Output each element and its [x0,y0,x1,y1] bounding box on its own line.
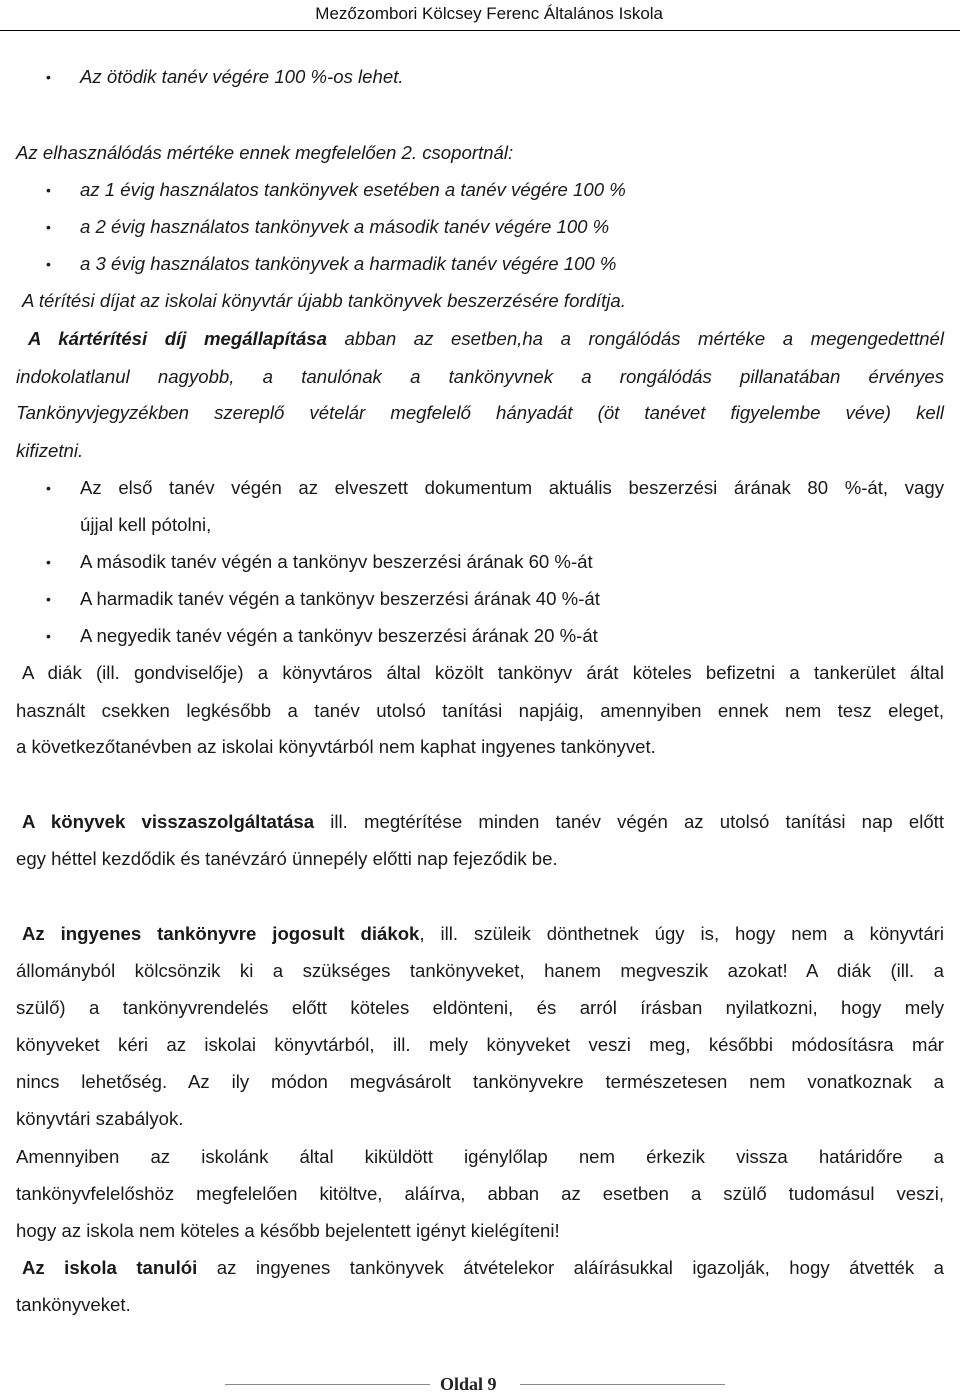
student-pay-line: a következőtanévben az iskolai könyvtárból nem kaphat ingyenes tankönyvet. [16,736,656,757]
students-paragraph-line [22,1257,944,1279]
entitled-paragraph-line: könyveket kéri az iskolai könyvtárból, ill. mely könyveket veszi meg, későbbi módosításra már [16,1034,944,1055]
bullet-icon: • [46,591,51,607]
return-heading: A könyvek visszaszolgáltatása [22,811,315,832]
entitled-heading: Az ingyenes tankönyvre jogosult diákok [22,923,420,944]
page-footer [0,1372,960,1397]
entitled-text: , ill. szüleik dönthetnek úgy is, hogy nem a könyvtári [419,923,944,944]
bullet-icon: • [46,69,51,85]
request-paragraph-line: tankönyvfelelőshöz megfelelően kitöltve, aláírva, abban az esetben a szülő tudomásul veszi, [16,1183,944,1204]
student-pay-line: használt csekken legkésőbb a tanév utolsó tanítási napjáig, amennyiben ennek nem tesz eleget, [16,700,944,721]
request-paragraph-line: hogy az iskola nem köteles a később bejelentett igényt kielégíteni! [16,1220,560,1241]
return-paragraph-line [22,811,944,833]
students-heading: Az iskola tanulói [22,1257,198,1278]
list-item: Az első tanév végén az elveszett dokumentum aktuális beszerzési árának 80 %-át, vagy [80,477,944,498]
list-item: Az ötödik tanév végére 100 %-os lehet. [80,66,404,87]
return-paragraph-line: egy héttel kezdődik és tanévzáró ünnepély előtti nap fejeződik be. [16,848,558,869]
list-item: A harmadik tanév végén a tankönyv beszerzési árának 40 %-át [80,588,600,609]
list-item: A negyedik tanév végén a tankönyv beszerzési árának 20 %-át [80,625,598,646]
bullet-icon: • [46,182,51,198]
list-item: a 3 évig használatos tankönyvek a harmadik tanév végére 100 % [80,253,617,274]
damage-paragraph-line [28,328,944,350]
damage-heading: A kártérítési díj megállapítása [28,328,327,349]
bullet-icon: • [46,628,51,644]
bullet-icon: • [46,480,51,496]
bullet-icon: • [46,256,51,272]
bullet-icon: • [46,219,51,235]
list-item: A második tanév végén a tankönyv beszerzési árának 60 %-át [80,551,593,572]
fee-sentence: A térítési díjat az iskolai könyvtár újabb tankönyvek beszerzésére fordítja. [22,290,626,311]
return-text: ill. megtérítése minden tanév végén az utolsó tanítási nap előtt [314,811,944,832]
page-number: Oldal 9 [440,1374,497,1394]
page-header [0,0,960,31]
footer-rule-right [520,1384,725,1385]
list-item: az 1 évig használatos tankönyvek esetében a tanév végére 100 % [80,179,626,200]
entitled-paragraph-line: könyvtári szabályok. [16,1108,184,1129]
bullet-icon: • [46,554,51,570]
request-paragraph-line: Amennyiben az iskolánk által kiküldött igénylőlap nem érkezik vissza határidőre a [16,1146,944,1167]
entitled-paragraph-line: szülő) a tankönyvrendelés előtt köteles eldönteni, és arról írásban nyilatkozni, hogy mely [16,997,944,1018]
entitled-paragraph-line: nincs lehetőség. Az ily módon megvásárolt tankönyvekre természetesen nem vonatkoznak a [16,1071,944,1092]
students-text: az ingyenes tankönyvek átvételekor aláírásukkal igazolják, hogy átvették a [197,1257,944,1278]
group2-intro: Az elhasználódás mértéke ennek megfelelően 2. csoportnál: [16,142,514,163]
list-item: a 2 évig használatos tankönyvek a második tanév végére 100 % [80,216,610,237]
students-paragraph-line: tankönyveket. [16,1294,131,1315]
school-name-header: Mezőzombori Kölcsey Ferenc Általános Iskola [315,4,663,23]
damage-paragraph-line: indokolatlanul nagyobb, a tanulónak a tankönyvnek a rongálódás pillanatában érvényes [16,366,944,387]
damage-paragraph-line: Tankönyvjegyzékben szereplő vételár megfelelő hányadát (öt tanévet figyelembe véve) kell [16,402,944,423]
footer-rule-left [225,1384,430,1385]
entitled-paragraph-line [22,923,944,945]
student-pay-line: A diák (ill. gondviselője) a könyvtáros által közölt tankönyv árát köteles befizetni a tankerület által [22,662,944,683]
list-item-continuation: újjal kell pótolni, [80,514,212,535]
entitled-paragraph-line: állományból kölcsönzik ki a szükséges tankönyveket, hanem megveszik azokat! A diák (ill. a [16,960,944,981]
damage-paragraph-line: kifizetni. [16,440,84,461]
damage-text: abban az esetben,ha a rongálódás mértéke a megengedettnél [326,328,944,349]
